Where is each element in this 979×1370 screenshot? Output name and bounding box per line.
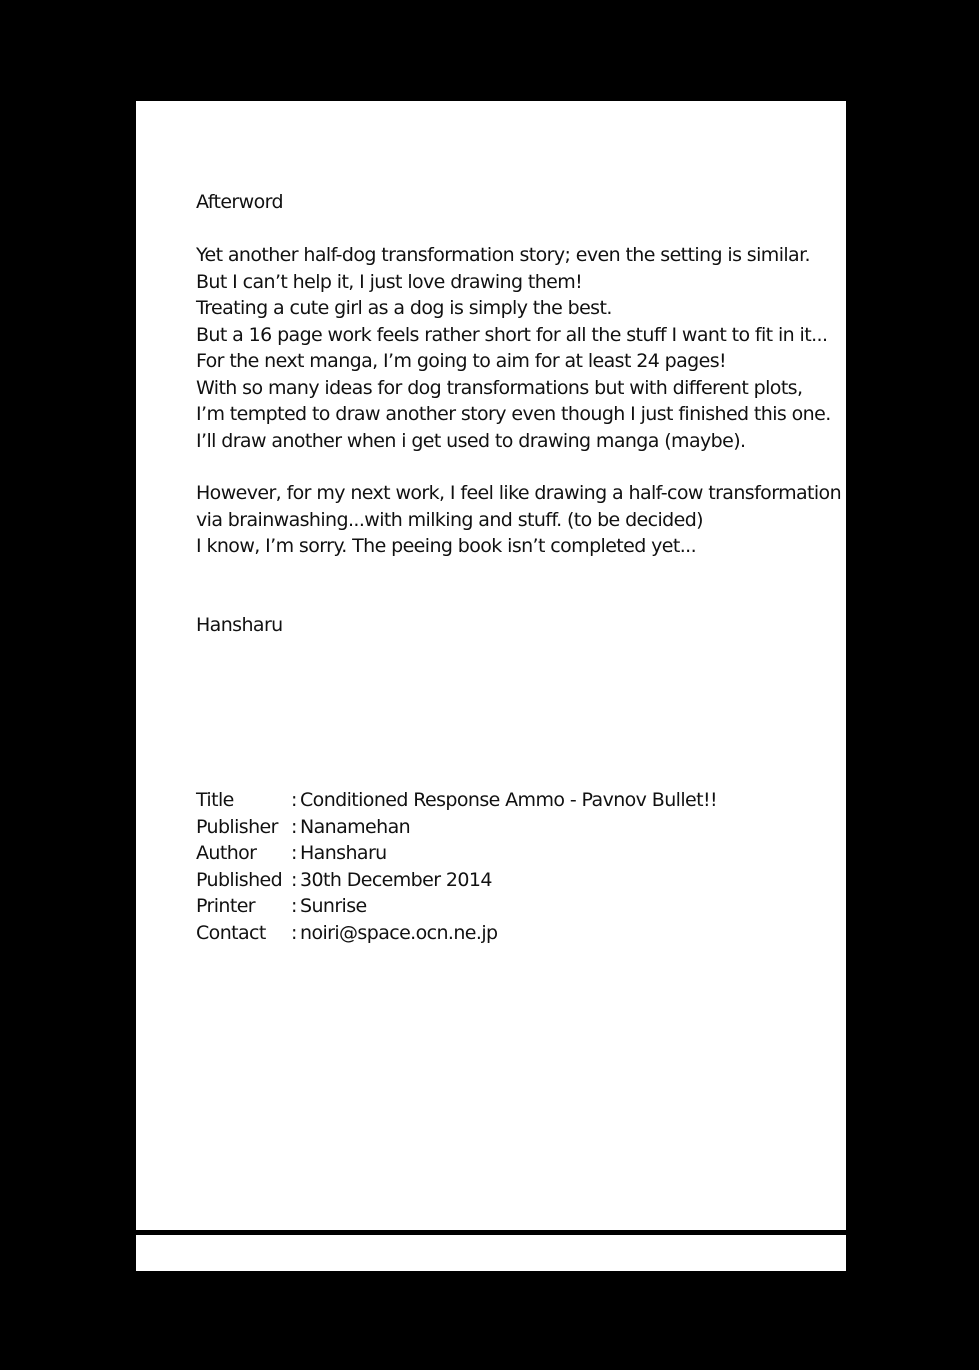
paragraph-line: For the next manga, I’m going to aim for at least 24 pages! bbox=[196, 350, 727, 372]
colophon-value: 30th December 2014 bbox=[300, 868, 492, 891]
colophon-label: Author bbox=[196, 842, 257, 865]
colophon-value: Nanamehan bbox=[300, 815, 411, 838]
colophon-label: Title bbox=[196, 789, 234, 811]
paragraph-line: But a 16 page work feels rather short for all the stuff I want to fit in it... bbox=[196, 323, 828, 346]
afterword-heading: Afterword bbox=[196, 191, 283, 213]
afterword-paragraph-2 bbox=[196, 480, 841, 560]
colophon-label: Contact bbox=[196, 921, 266, 944]
colophon-separator: : bbox=[291, 842, 297, 865]
bottom-page-strip bbox=[136, 1235, 846, 1271]
paragraph-line: I’m tempted to draw another story even though I just finished this one. bbox=[196, 403, 831, 425]
colophon-label: Printer bbox=[196, 895, 256, 918]
afterword-paragraph-1 bbox=[196, 242, 831, 454]
colophon-separator: : bbox=[291, 868, 297, 891]
paragraph-line: I know, I’m sorry. The peeing book isn’t completed yet... bbox=[196, 535, 697, 557]
colophon-value: Hansharu bbox=[300, 842, 387, 865]
colophon-row-printer bbox=[196, 893, 717, 920]
paragraph-line: Treating a cute girl as a dog is simply the best. bbox=[196, 297, 612, 319]
colophon bbox=[196, 787, 717, 947]
paragraph-line: With so many ideas for dog transformations but with different plots, bbox=[196, 376, 803, 399]
colophon-separator: : bbox=[291, 815, 297, 838]
colophon-row-contact bbox=[196, 920, 717, 947]
paragraph-line: I’ll draw another when i get used to drawing manga (maybe). bbox=[196, 429, 746, 452]
colophon-label: Published bbox=[196, 868, 283, 891]
colophon-row-author bbox=[196, 840, 717, 867]
paragraph-line: Yet another half-dog transformation story; even the setting is similar. bbox=[196, 244, 810, 266]
colophon-row-publisher bbox=[196, 814, 717, 841]
colophon-separator: : bbox=[291, 895, 297, 918]
colophon-value: noiri@space.ocn.ne.jp bbox=[300, 921, 498, 944]
colophon-label: Publisher bbox=[196, 815, 278, 838]
colophon-value: Conditioned Response Ammo - Pavnov Bullet!! bbox=[300, 789, 717, 811]
colophon-row-published bbox=[196, 867, 717, 894]
colophon-separator: : bbox=[291, 789, 297, 811]
paragraph-line: via brainwashing...with milking and stuff. (to be decided) bbox=[196, 508, 703, 531]
colophon-separator: : bbox=[291, 921, 297, 944]
author-signature: Hansharu bbox=[196, 614, 283, 636]
colophon-row-title bbox=[196, 787, 717, 814]
paragraph-line: But I can’t help it, I just love drawing them! bbox=[196, 270, 583, 293]
paragraph-line: However, for my next work, I feel like drawing a half-cow transformation bbox=[196, 482, 842, 504]
colophon-value: Sunrise bbox=[300, 895, 367, 918]
